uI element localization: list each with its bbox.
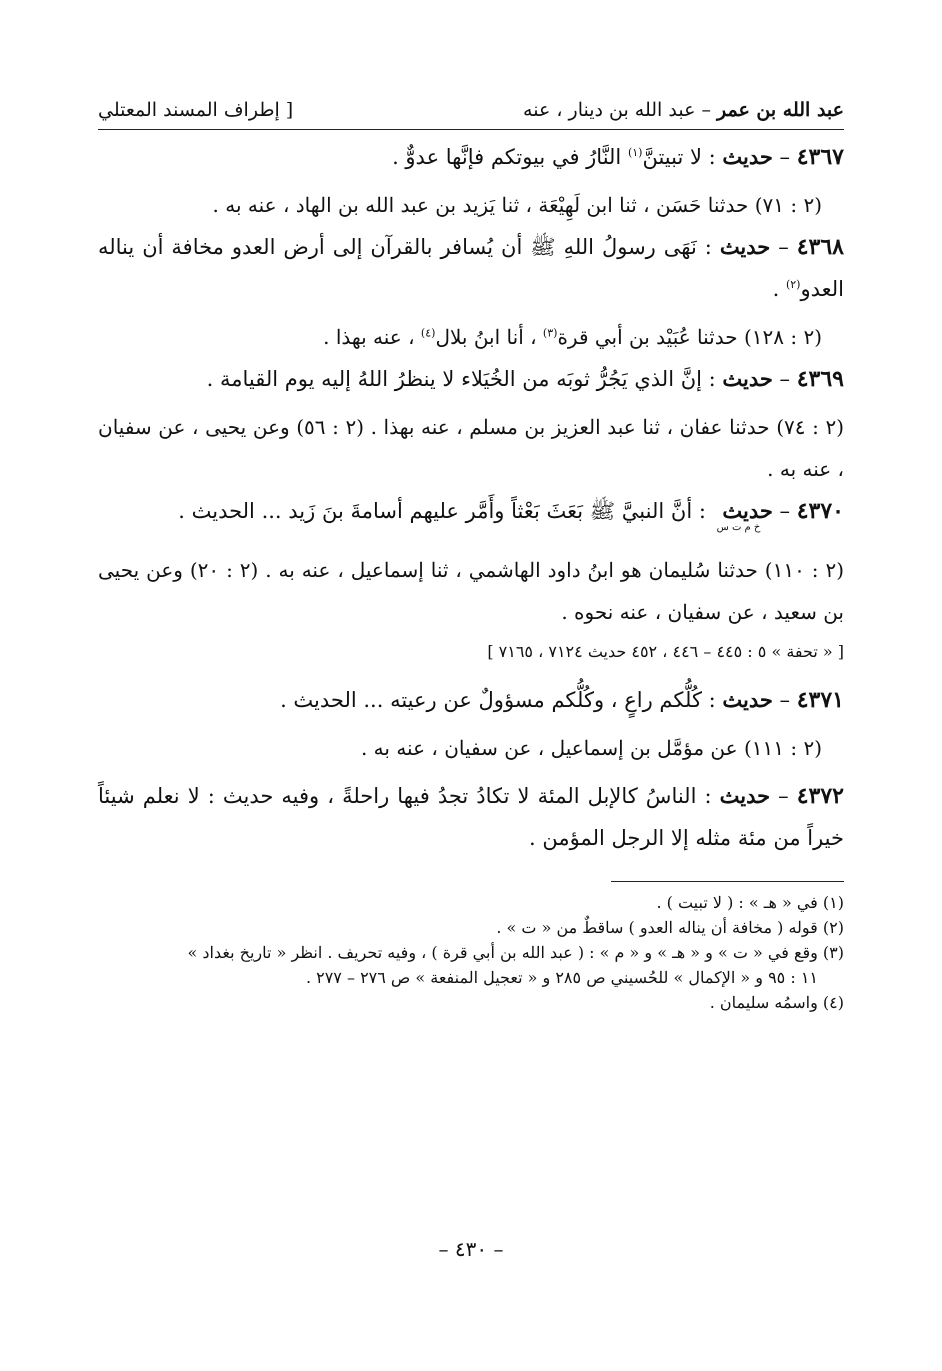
header-book-title: [ إطراف المسند المعتلي: [98, 99, 294, 121]
footnotes: [98, 890, 844, 1015]
hadith-number: ٤٣٧٠: [796, 498, 844, 524]
hadith-text: النَّارُ في بيوتكم فإنَّها عدوٌّ .: [392, 145, 628, 169]
hadith-4372: ٤٣٧٢ – حديث : الناسُ كالإبل المئة لا تكادُ تجدُ فيها راحلةً ، وفيه حديث : لا نعلم شيئاً خيراً من مئة مثله إلا الرجل المؤمن .: [98, 783, 844, 850]
footnote-ref: (٣): [542, 326, 558, 340]
footnote-4: (٤) واسمُه سليمان .: [709, 993, 844, 1012]
isnad-4370: (٢ : ١١٠) حدثنا سُليمان هو ابنُ داود الهاشمي ، ثنا إسماعيل ، عنه به . (٢ : ٢٠) وعن يحيى بن سعيد ، عن سفيان ، عنه نحوه .: [98, 558, 844, 624]
footnote-ref: (١): [627, 146, 643, 159]
page-number: – ٤٣٠ –: [438, 1237, 504, 1261]
footnote-ref: (٢): [785, 278, 801, 291]
hadith-text: : أنَّ النبيَّ ﷺ بَعَثَ بَعْثاً وأَمَّر عليهم أسامةَ بنَ زَيد ... الحديث .: [178, 499, 713, 523]
isnad-4368: (٢ : ١٢٨) حدثنا عُبَيْد بن أبي قرة$^{(٣)}$ ، أنا ابنُ بلال$^{(٤)}$ ، عنه بهذا .: [323, 325, 822, 349]
hadith-4369: ٤٣٦٩ – حديث : إنَّ الذي يَجُرُّ ثوبَه من الخُيَلاء لا ينظرُ اللهُ إليه يوم القيامة .: [206, 366, 844, 392]
hadith-4371: ٤٣٧١ – حديث : كُلُّكم راعٍ ، وكُلُّكم مسؤولٌ عن رعيته ... الحديث .: [280, 687, 844, 713]
hadith-number: ٤٣٦٧: [796, 144, 844, 170]
hadith-4368: ٤٣٦٨ – حديث : نَهَى رسولُ اللهِ ﷺ أن يُسافر بالقرآن إلى أرض العدو مخافة أن يناله العدو$^{(٢)}$ .: [98, 234, 844, 301]
hadith-text: : نَهَى رسولُ اللهِ ﷺ أن يُسافر بالقرآن إلى أرض العدو مخافة أن يناله العدو: [98, 235, 844, 301]
hadith-number: ٤٣٦٩: [796, 366, 844, 392]
footnote-2: (٢) قوله ( مخافة أن يناله العدو ) ساقطٌ من « ت » .: [496, 918, 844, 937]
hadith-keyword: حديث: [722, 366, 773, 391]
header-chapter-rest: – عبد الله بن دينار ، عنه: [523, 99, 717, 121]
footnote-1: (١) في « هـ » : ( لا تبيت ) .: [656, 893, 844, 912]
hadith-keyword: حديث: [719, 783, 771, 808]
source-symbols: خ م ت س: [716, 522, 761, 533]
hadith-text: .: [772, 277, 786, 301]
footnote-separator: [611, 881, 844, 882]
footnote-3: (٣) وقع في « ت » و « هـ » و « م » : ( عبد الله بن أبي قرة ) ، وفيه تحريف . انظر « تاريخ بغداد »: [187, 943, 844, 962]
hadith-text: : الناسُ كالإبل المئة لا تكادُ تجدُ فيها راحلةً ، وفيه حديث : لا نعلم شيئاً خيراً من مئة مثله إلا الرجل المؤمن .: [98, 784, 844, 850]
header-chapter-bold: عبد الله بن عمر: [717, 99, 844, 121]
hadith-keyword: حديث: [722, 144, 773, 169]
header-chapter: [523, 99, 844, 121]
hadith-4367: ٤٣٦٧ – حديث : لا تبيتنَّ$^{(١)}$ النَّارُ في بيوتكم فإنَّها عدوٌّ .: [392, 144, 844, 170]
hadith-text: : لا تبيتنَّ: [642, 145, 723, 169]
hadith-4370: ٤٣٧٠ – حديثخ م ت س : أنَّ النبيَّ ﷺ بَعَثَ بَعْثاً وأَمَّر عليهم أسامةَ بنَ زَيد ... الحديث .: [98, 490, 844, 549]
isnad-4369: (٢ : ٧٤) حدثنا عفان ، ثنا عبد العزيز بن مسلم ، عنه بهذا . (٢ : ٥٦) وعن يحيى ، عن سفيان ، عنه به .: [98, 415, 844, 481]
hadith-keyword: حديث: [722, 498, 773, 523]
tuhfa-reference: [ « تحفة » ٥ : ٤٤٥ – ٤٤٦ ، ٤٥٢ حديث ٧١٢٤ ، ٧١٦٥ ]: [487, 642, 844, 661]
hadith-text: : إنَّ الذي يَجُرُّ ثوبَه من الخُيَلاء لا ينظرُ اللهُ إليه يوم القيامة .: [206, 367, 723, 391]
isnad-4371: (٢ : ١١١) عن مؤمَّل بن إسماعيل ، عن سفيان ، عنه به .: [360, 736, 822, 760]
isnad-4367: (٢ : ٧١) حدثنا حَسَن ، ثنا ابن لَهِيْعَة ، ثنا يَزيد بن عبد الله بن الهاد ، عنه به .: [212, 193, 822, 217]
hadith-keyword: حديث: [719, 234, 771, 259]
footnote-ref: (٤): [420, 326, 436, 340]
hadith-keyword: حديث: [722, 687, 773, 712]
running-header: [98, 95, 844, 130]
footnote-3-continued: ١١ : ٩٥ و « الإكمال » للحُسيني ص ٢٨٥ و « تعجيل المنفعة » ص ٢٧٦ – ٢٧٧ .: [305, 968, 818, 987]
hadith-text: : كُلُّكم راعٍ ، وكُلُّكم مسؤولٌ عن رعيته ... الحديث .: [280, 688, 723, 712]
hadith-number: ٤٣٧١: [796, 687, 844, 713]
hadith-number: ٤٣٧٢: [796, 783, 844, 809]
book-page: [98, 95, 844, 1325]
hadith-number: ٤٣٦٨: [796, 234, 844, 260]
